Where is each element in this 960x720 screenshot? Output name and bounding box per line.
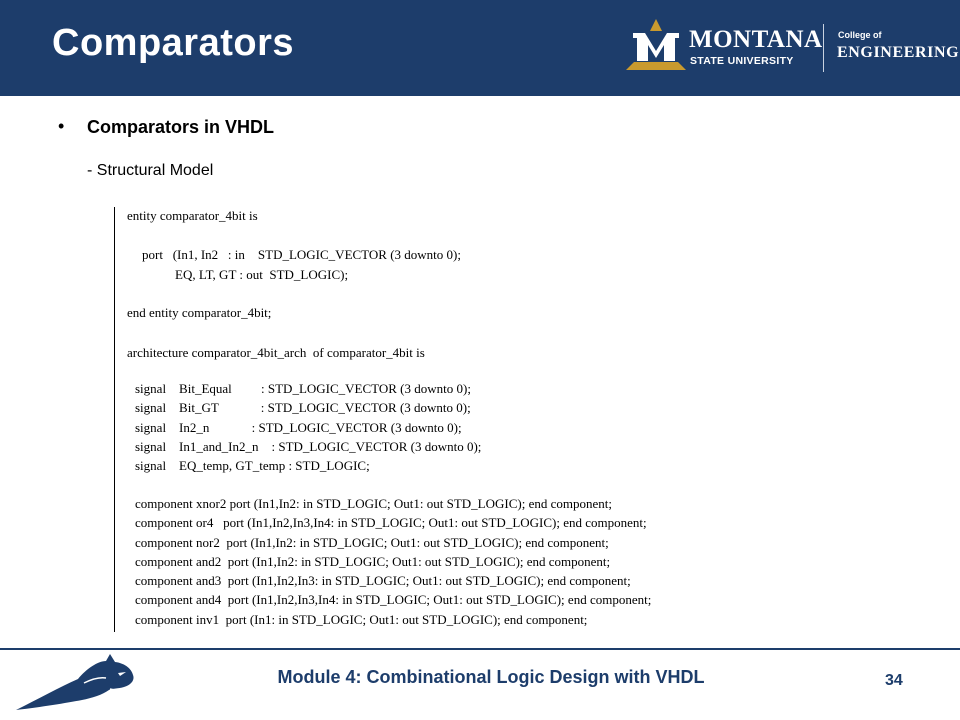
code-line: EQ, LT, GT : out STD_LOGIC); (175, 267, 349, 282)
code-line: signal In2_n : STD_LOGIC_VECTOR (3 downto 0); (135, 420, 462, 435)
code-block-rule (114, 207, 115, 632)
code-line: signal In1_and_In2_n : STD_LOGIC_VECTOR (3 downto 0); (135, 439, 482, 454)
header-bar (0, 0, 960, 96)
page-title: Comparators (52, 22, 294, 64)
msu-m-logo-icon (626, 18, 686, 78)
code-line: signal EQ_temp, GT_temp : STD_LOGIC; (135, 458, 370, 473)
code-line: component inv1 port (In1: in STD_LOGIC; Out1: out STD_LOGIC); end component; (135, 612, 588, 627)
college-line2: ENGINEERING (837, 44, 960, 61)
logo-divider (823, 24, 824, 72)
page-number: 34 (885, 672, 903, 689)
bullet-heading: Comparators in VHDL (87, 117, 275, 137)
university-name-line2: STATE UNIVERSITY (690, 55, 794, 67)
university-logo (626, 18, 960, 80)
code-line: entity comparator_4bit is (127, 208, 258, 223)
code-line: component and4 port (In1,In2,In3,In4: in STD_LOGIC; Out1: out STD_LOGIC); end component; (135, 592, 652, 607)
college-line1: College of (838, 30, 882, 40)
code-line: architecture comparator_4bit_arch of comparator_4bit is (127, 345, 425, 360)
code-line: component nor2 port (In1,In2: in STD_LOGIC; Out1: out STD_LOGIC); end component; (135, 535, 609, 550)
code-line: signal Bit_Equal : STD_LOGIC_VECTOR (3 downto 0); (135, 381, 471, 396)
code-line: component or4 port (In1,In2,In3,In4: in STD_LOGIC; Out1: out STD_LOGIC); end component; (135, 515, 647, 530)
bullet-marker: • (58, 116, 65, 136)
code-line: port (In1, In2 : in STD_LOGIC_VECTOR (3 downto 0); (142, 247, 461, 262)
code-line: end entity comparator_4bit; (127, 305, 272, 320)
footer-divider (0, 648, 960, 650)
code-line: component and2 port (In1,In2: in STD_LOGIC; Out1: out STD_LOGIC); end component; (135, 554, 611, 569)
footer-module-title: Module 4: Combinational Logic Design with VHDL (277, 667, 705, 687)
sub-heading: - Structural Model (87, 162, 214, 179)
code-line: component xnor2 port (In1,In2: in STD_LOGIC; Out1: out STD_LOGIC); end component; (135, 496, 612, 511)
code-line: signal Bit_GT : STD_LOGIC_VECTOR (3 downto 0); (135, 400, 471, 415)
university-name-line1: MONTANA (689, 26, 823, 53)
code-line: component and3 port (In1,In2,In3: in STD_LOGIC; Out1: out STD_LOGIC); end component; (135, 573, 631, 588)
